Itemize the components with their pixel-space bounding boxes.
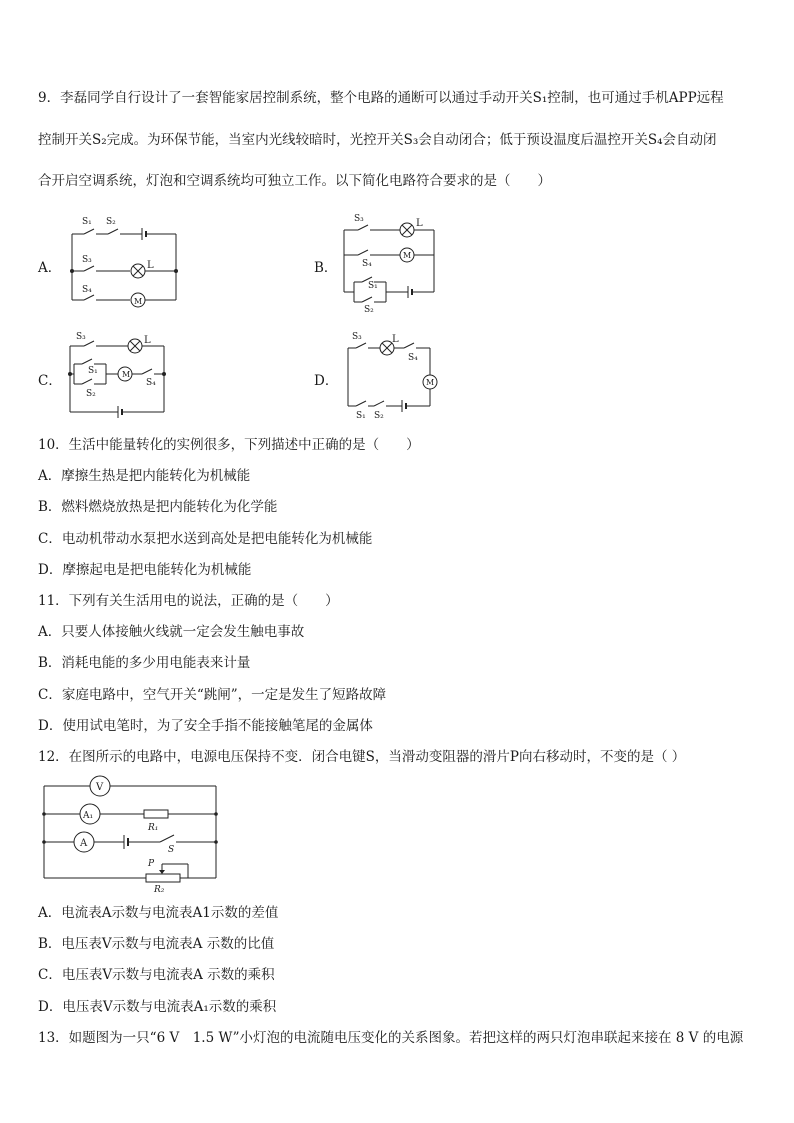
q12-circuit — [38, 772, 228, 894]
label-s3: S₃ — [82, 255, 92, 265]
q11-option-a: A．只要人体接触火线就一定会发生触电事故 — [38, 624, 305, 640]
q9-circuit-d — [338, 330, 448, 420]
q12-option-a: A．电流表A示数与电流表A1示数的差值 — [38, 905, 279, 921]
label-s1: S₁ — [82, 217, 92, 227]
svg-text:S₂: S₂ — [86, 389, 96, 399]
q9-stem-line-2: 控制开关S₂完成。为环保节能，当室内光线较暗时，光控开关S₃会自动闭合；低于预设温度后温控开关S₄会自动闭 — [38, 132, 717, 148]
q9-stem-line-1: 9．李磊同学自行设计了一套智能家居控制系统，整个电路的通断可以通过手动开关S₁控制，也可通过手机APP远程 — [38, 90, 724, 106]
q11-stem: 11．下列有关生活用电的说法，正确的是（ ） — [38, 593, 339, 609]
q10-option-b: B．燃料燃烧放热是把内能转化为化学能 — [38, 499, 278, 515]
svg-text:S₁: S₁ — [368, 281, 378, 291]
svg-text:S₂: S₂ — [374, 411, 384, 420]
label-s2: S₂ — [106, 217, 116, 227]
label-p: P — [148, 859, 155, 869]
label-r2: R₂ — [154, 885, 165, 894]
q9-option-d-label: D． — [314, 373, 339, 389]
svg-text:S₄: S₄ — [362, 259, 372, 269]
q13-stem: 13．如题图为一只“6 V 1.5 W”小灯泡的电流随电压变化的关系图象。若把这样的两只灯泡串联起来接在 8 V 的电源 — [38, 1030, 744, 1046]
q10-stem: 10．生活中能量转化的实例很多，下列描述中正确的是（ ） — [38, 437, 420, 453]
q10-option-c: C．电动机带动水泵把水送到高处是把电能转化为机械能 — [38, 531, 373, 547]
svg-text:S₁: S₁ — [88, 366, 98, 376]
svg-text:S₄: S₄ — [146, 378, 156, 388]
svg-text:M: M — [122, 370, 131, 379]
q10-option-a: A．摩擦生热是把内能转化为机械能 — [38, 468, 251, 484]
q12-option-b: B．电压表V示数与电流表A 示数的比值 — [38, 936, 275, 952]
q9-circuit-a — [60, 210, 190, 310]
q12-stem: 12．在图所示的电路中，电源电压保持不变．闭合电键S，当滑动变阻器的滑片P向右移动时，不变的是（ ） — [38, 749, 686, 765]
q9-circuit-c — [60, 330, 180, 420]
q9-option-a-label: A． — [38, 260, 62, 276]
q10-option-d: D．摩擦起电是把电能转化为机械能 — [38, 562, 252, 578]
label-s4: S₄ — [82, 285, 92, 295]
q11-option-b: B．消耗电能的多少用电能表来计量 — [38, 655, 251, 671]
q9-option-b-label: B． — [314, 260, 338, 276]
svg-text:S₃: S₃ — [352, 332, 362, 342]
label-r1: R₁ — [148, 823, 159, 833]
q11-option-d: D．使用试电笔时，为了安全手指不能接触笔尾的金属体 — [38, 718, 373, 734]
label-voltmeter: V — [96, 782, 104, 793]
q9-circuit-b — [334, 210, 444, 315]
label-ammeter-a: A — [80, 838, 88, 849]
svg-text:S₄: S₄ — [408, 353, 418, 363]
svg-text:S₃: S₃ — [76, 332, 86, 342]
q12-option-c: C．电压表V示数与电流表A 示数的乘积 — [38, 967, 275, 983]
label-m: M — [134, 297, 143, 306]
q9-option-c-label: C． — [38, 373, 62, 389]
svg-text:S₂: S₂ — [364, 305, 374, 315]
label-l: L — [147, 260, 154, 271]
svg-text:S₃: S₃ — [354, 214, 364, 224]
q11-option-c: C．家庭电路中，空气开关“跳闸”，一定是发生了短路故障 — [38, 687, 387, 703]
svg-text:L: L — [144, 335, 151, 346]
svg-text:S₁: S₁ — [356, 411, 366, 420]
q12-option-d: D．电压表V示数与电流表A₁示数的乘积 — [38, 999, 277, 1015]
q9-stem-line-3: 合开启空调系统，灯泡和空调系统均可独立工作。以下简化电路符合要求的是（ ） — [38, 173, 551, 189]
svg-text:M: M — [426, 378, 435, 387]
svg-text:L: L — [392, 334, 399, 345]
svg-text:M: M — [403, 251, 412, 260]
svg-text:L: L — [416, 218, 423, 229]
label-ammeter-a1: A₁ — [83, 811, 94, 821]
label-s: S — [168, 845, 175, 855]
